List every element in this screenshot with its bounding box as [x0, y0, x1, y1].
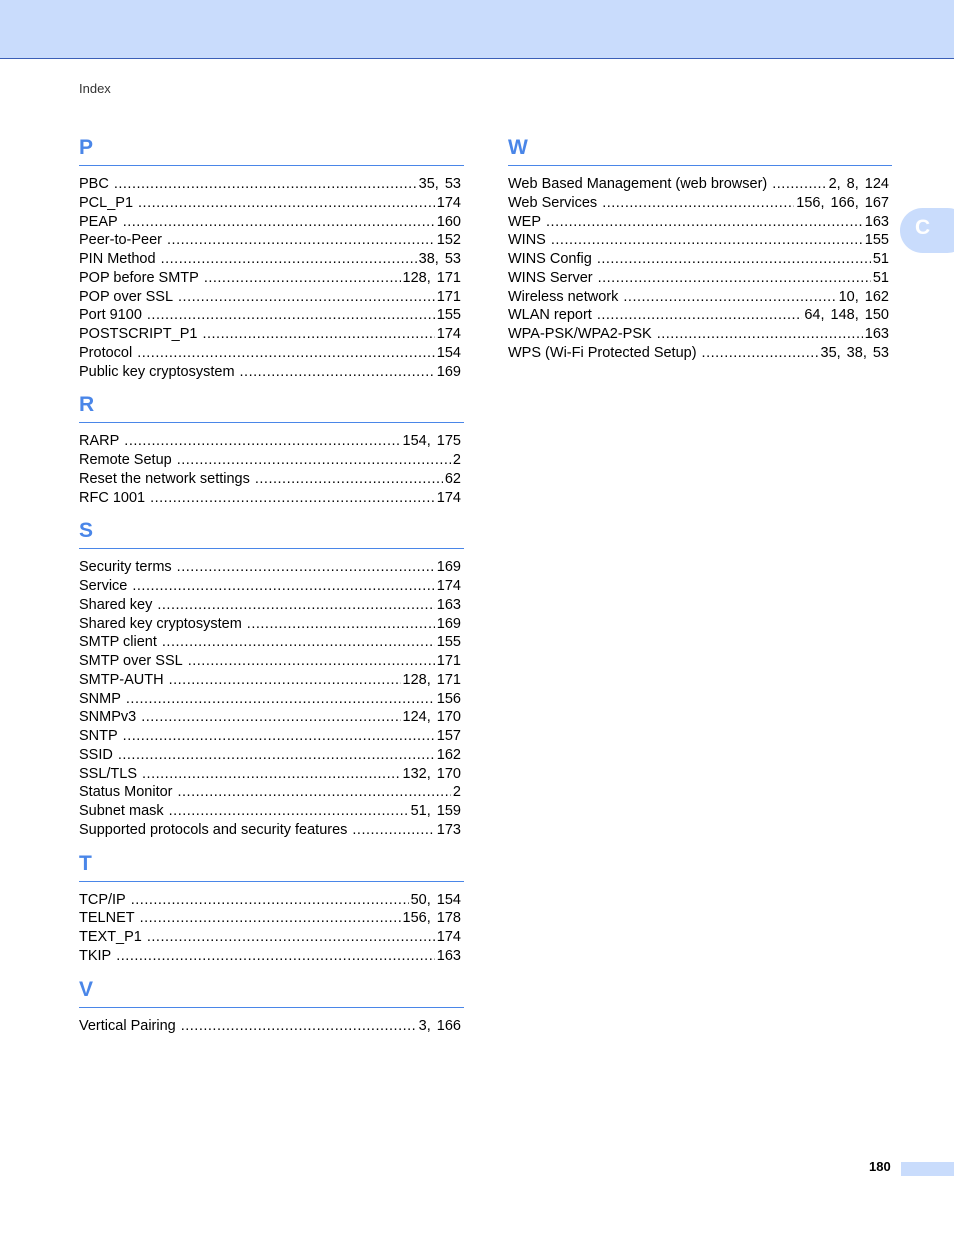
index-term: TCP/IP	[79, 891, 126, 908]
index-term: TEXT_P1	[79, 929, 142, 945]
index-term: Shared key	[79, 596, 153, 613]
index-pages[interactable]: 3, 166	[418, 1017, 461, 1034]
running-title: Index	[79, 81, 111, 96]
index-entry[interactable]	[79, 783, 464, 802]
index-pages[interactable]: 51	[872, 251, 889, 267]
index-pages[interactable]: 38, 53	[418, 251, 461, 267]
index-entry[interactable]	[79, 288, 464, 307]
dot-leader	[178, 288, 435, 307]
index-section	[79, 517, 464, 839]
index-term: RARP	[79, 433, 120, 450]
index-term: Status Monitor	[79, 784, 173, 801]
index-entry[interactable]	[79, 489, 464, 508]
index-pages[interactable]: 10, 162	[838, 288, 889, 305]
index-term: PEAP	[79, 213, 118, 230]
index-entry[interactable]	[79, 306, 464, 325]
index-term: PCL_P1	[79, 194, 134, 211]
index-entry[interactable]	[79, 558, 464, 577]
dot-leader	[240, 363, 435, 382]
index-entry[interactable]	[79, 213, 464, 232]
index-entry[interactable]	[508, 325, 892, 344]
index-pages[interactable]: 174	[436, 326, 461, 342]
index-entry[interactable]	[508, 306, 892, 325]
dot-leader	[169, 802, 409, 821]
index-entry[interactable]	[79, 363, 464, 382]
index-column-left	[79, 134, 464, 1045]
index-entry[interactable]	[79, 690, 464, 709]
index-pages[interactable]: 156	[436, 690, 461, 707]
index-term: SNMPv3	[79, 709, 137, 726]
section-letter: T	[79, 850, 464, 882]
index-term: WPS (Wi-Fi Protected Setup)	[508, 344, 697, 361]
dot-leader	[114, 175, 417, 194]
index-term: WPA-PSK/WPA2-PSK	[508, 326, 652, 342]
index-pages[interactable]: 128, 171	[402, 269, 461, 286]
index-term: RFC 1001	[79, 489, 146, 506]
dot-leader	[123, 727, 435, 746]
dot-leader	[602, 194, 794, 213]
dot-leader	[546, 213, 863, 232]
index-entry[interactable]	[79, 577, 464, 596]
dot-leader	[118, 746, 435, 765]
dot-leader	[177, 451, 451, 470]
index-entry[interactable]	[79, 802, 464, 821]
index-entry[interactable]	[79, 633, 464, 652]
dot-leader	[255, 470, 443, 489]
index-term: TELNET	[79, 910, 135, 927]
dot-leader	[598, 269, 871, 288]
section-letter: S	[79, 517, 464, 549]
index-pages[interactable]: 174	[436, 578, 461, 594]
index-term: Remote Setup	[79, 452, 172, 468]
index-section	[79, 134, 464, 381]
index-term: SSID	[79, 746, 113, 763]
index-term: Supported protocols and security features	[79, 821, 348, 838]
index-term: POSTSCRIPT_P1	[79, 326, 198, 342]
dot-leader	[126, 690, 435, 709]
dot-leader	[132, 577, 434, 596]
index-pages[interactable]: 162	[436, 746, 461, 763]
dot-leader	[623, 288, 836, 307]
index-entry[interactable]	[79, 652, 464, 671]
index-entry[interactable]	[79, 269, 464, 288]
index-term: POP before SMTP	[79, 269, 199, 286]
index-term: SNTP	[79, 728, 118, 744]
index-term: POP over SSL	[79, 288, 174, 305]
index-term: SNMP	[79, 690, 121, 707]
index-term: Shared key cryptosystem	[79, 615, 242, 632]
dot-leader	[188, 652, 435, 671]
dot-leader	[178, 783, 451, 802]
index-entry[interactable]	[79, 891, 464, 910]
index-pages[interactable]: 171	[436, 653, 461, 669]
dot-leader	[597, 250, 871, 269]
dot-leader	[157, 596, 434, 615]
index-term: Service	[79, 578, 128, 594]
index-pages[interactable]: 64, 148, 150	[804, 307, 889, 324]
index-term: Subnet mask	[79, 803, 164, 819]
index-pages[interactable]: 51	[872, 269, 889, 286]
index-term: WINS	[508, 232, 546, 249]
index-entry[interactable]	[79, 947, 464, 966]
dot-leader	[123, 213, 435, 232]
index-entry[interactable]	[508, 288, 892, 307]
dot-leader	[141, 708, 400, 727]
index-term: TKIP	[79, 947, 112, 964]
index-pages[interactable]: 174	[436, 194, 461, 211]
index-entry[interactable]	[79, 746, 464, 765]
index-pages[interactable]: 152	[436, 232, 461, 249]
dot-leader	[124, 432, 400, 451]
dot-leader	[551, 231, 863, 250]
dot-leader	[142, 765, 401, 784]
index-term: Peer-to-Peer	[79, 232, 163, 249]
section-letter: R	[79, 391, 464, 423]
dot-leader	[150, 489, 435, 508]
index-pages[interactable]: 174	[436, 929, 461, 945]
section-letter: P	[79, 134, 464, 166]
index-pages[interactable]: 169	[436, 559, 461, 576]
index-pages[interactable]: 173	[436, 821, 461, 838]
index-pages[interactable]: 2	[452, 784, 461, 801]
index-entry[interactable]	[79, 1017, 464, 1036]
index-pages[interactable]: 174	[436, 489, 461, 506]
index-section	[508, 134, 892, 363]
index-term: WEP	[508, 213, 542, 230]
index-pages[interactable]: 169	[436, 615, 461, 632]
index-entry[interactable]	[508, 194, 892, 213]
dot-leader	[169, 671, 401, 690]
index-pages[interactable]: 160	[436, 213, 461, 230]
index-term: SMTP-AUTH	[79, 671, 164, 688]
index-pages[interactable]: 154	[436, 344, 461, 361]
dot-leader	[147, 928, 435, 947]
index-pages[interactable]: 132, 170	[402, 765, 461, 782]
section-letter: V	[79, 976, 464, 1008]
dot-leader	[116, 947, 435, 966]
index-pages[interactable]: 155	[436, 307, 461, 324]
index-term: Web Services	[508, 194, 598, 211]
index-section	[79, 976, 464, 1036]
index-entry[interactable]	[508, 269, 892, 288]
index-entry[interactable]	[79, 596, 464, 615]
index-entry[interactable]	[79, 194, 464, 213]
index-section	[79, 850, 464, 966]
index-pages[interactable]: 163	[864, 213, 889, 230]
index-entry[interactable]	[79, 432, 464, 451]
index-term: Web Based Management (web browser)	[508, 176, 768, 192]
index-entry[interactable]	[79, 821, 464, 840]
index-pages[interactable]: 163	[436, 947, 461, 964]
index-entry[interactable]	[79, 727, 464, 746]
index-pages[interactable]: 124, 170	[402, 709, 461, 726]
index-pages[interactable]: 50, 154	[410, 891, 461, 908]
dot-leader	[657, 325, 863, 344]
index-pages[interactable]: 128, 171	[402, 671, 461, 688]
index-pages[interactable]: 35, 38, 53	[820, 344, 889, 361]
index-entry[interactable]	[79, 909, 464, 928]
index-pages[interactable]: 163	[864, 326, 889, 342]
dot-leader	[177, 558, 435, 577]
index-term: PBC	[79, 176, 109, 192]
index-entry[interactable]	[79, 344, 464, 363]
index-entry[interactable]	[79, 325, 464, 344]
index-term: Security terms	[79, 559, 172, 576]
index-entry[interactable]	[79, 231, 464, 250]
index-entry[interactable]	[79, 451, 464, 470]
index-term: SMTP client	[79, 634, 157, 651]
dot-leader	[131, 891, 409, 910]
index-entry[interactable]	[508, 213, 892, 232]
index-term: SSL/TLS	[79, 765, 138, 782]
index-pages[interactable]: 2, 8, 124	[828, 176, 889, 192]
dot-leader	[247, 615, 435, 634]
index-pages[interactable]: 35, 53	[418, 176, 461, 192]
chapter-tab-label: C	[915, 216, 931, 239]
dot-leader	[167, 231, 435, 250]
page-number-bar	[901, 1162, 954, 1176]
index-term: Public key cryptosystem	[79, 363, 235, 380]
dot-leader	[352, 821, 434, 840]
header-band	[0, 0, 954, 59]
index-entry[interactable]	[79, 250, 464, 269]
index-term: SMTP over SSL	[79, 653, 183, 669]
dot-leader	[597, 306, 803, 325]
index-pages[interactable]: 155	[436, 634, 461, 651]
chapter-tab[interactable]	[900, 208, 954, 253]
section-letter: W	[508, 134, 892, 166]
index-entry[interactable]	[508, 175, 892, 194]
index-entry[interactable]	[508, 250, 892, 269]
index-entry[interactable]	[79, 708, 464, 727]
index-term: PIN Method	[79, 251, 156, 267]
dot-leader	[140, 909, 401, 928]
index-pages[interactable]: 2	[452, 452, 461, 468]
index-pages[interactable]: 163	[436, 596, 461, 613]
index-entry[interactable]	[508, 231, 892, 250]
index-term: WLAN report	[508, 307, 592, 324]
dot-leader	[162, 633, 435, 652]
index-entry[interactable]	[79, 175, 464, 194]
dot-leader	[147, 306, 435, 325]
index-column-right	[508, 134, 892, 373]
index-pages[interactable]: 51, 159	[410, 803, 461, 819]
dot-leader	[202, 325, 434, 344]
dot-leader	[204, 269, 401, 288]
index-entry[interactable]	[79, 615, 464, 634]
index-term: WINS Config	[508, 251, 592, 267]
index-term: WINS Server	[508, 269, 593, 286]
index-pages[interactable]: 157	[436, 728, 461, 744]
index-entry[interactable]	[508, 344, 892, 363]
index-section	[79, 391, 464, 507]
index-pages[interactable]: 154, 175	[402, 433, 461, 450]
dot-leader	[137, 344, 435, 363]
index-entry[interactable]	[79, 765, 464, 784]
index-pages[interactable]: 155	[864, 232, 889, 249]
dot-leader	[702, 344, 819, 363]
index-pages[interactable]: 156, 178	[402, 910, 461, 927]
page-number: 180	[869, 1159, 891, 1174]
index-term: Wireless network	[508, 288, 619, 305]
index-term: Protocol	[79, 344, 133, 361]
dot-leader	[161, 250, 417, 269]
index-term: Port 9100	[79, 307, 142, 324]
index-entry[interactable]	[79, 928, 464, 947]
index-pages[interactable]: 156, 166, 167	[796, 194, 889, 211]
index-pages[interactable]: 62	[444, 470, 461, 487]
dot-leader	[138, 194, 435, 213]
index-entry[interactable]	[79, 470, 464, 489]
index-pages[interactable]: 169	[436, 363, 461, 380]
dot-leader	[181, 1017, 417, 1036]
index-entry[interactable]	[79, 671, 464, 690]
index-term: Vertical Pairing	[79, 1017, 176, 1034]
index-term: Reset the network settings	[79, 470, 250, 487]
dot-leader	[772, 175, 826, 194]
index-pages[interactable]: 171	[436, 288, 461, 305]
